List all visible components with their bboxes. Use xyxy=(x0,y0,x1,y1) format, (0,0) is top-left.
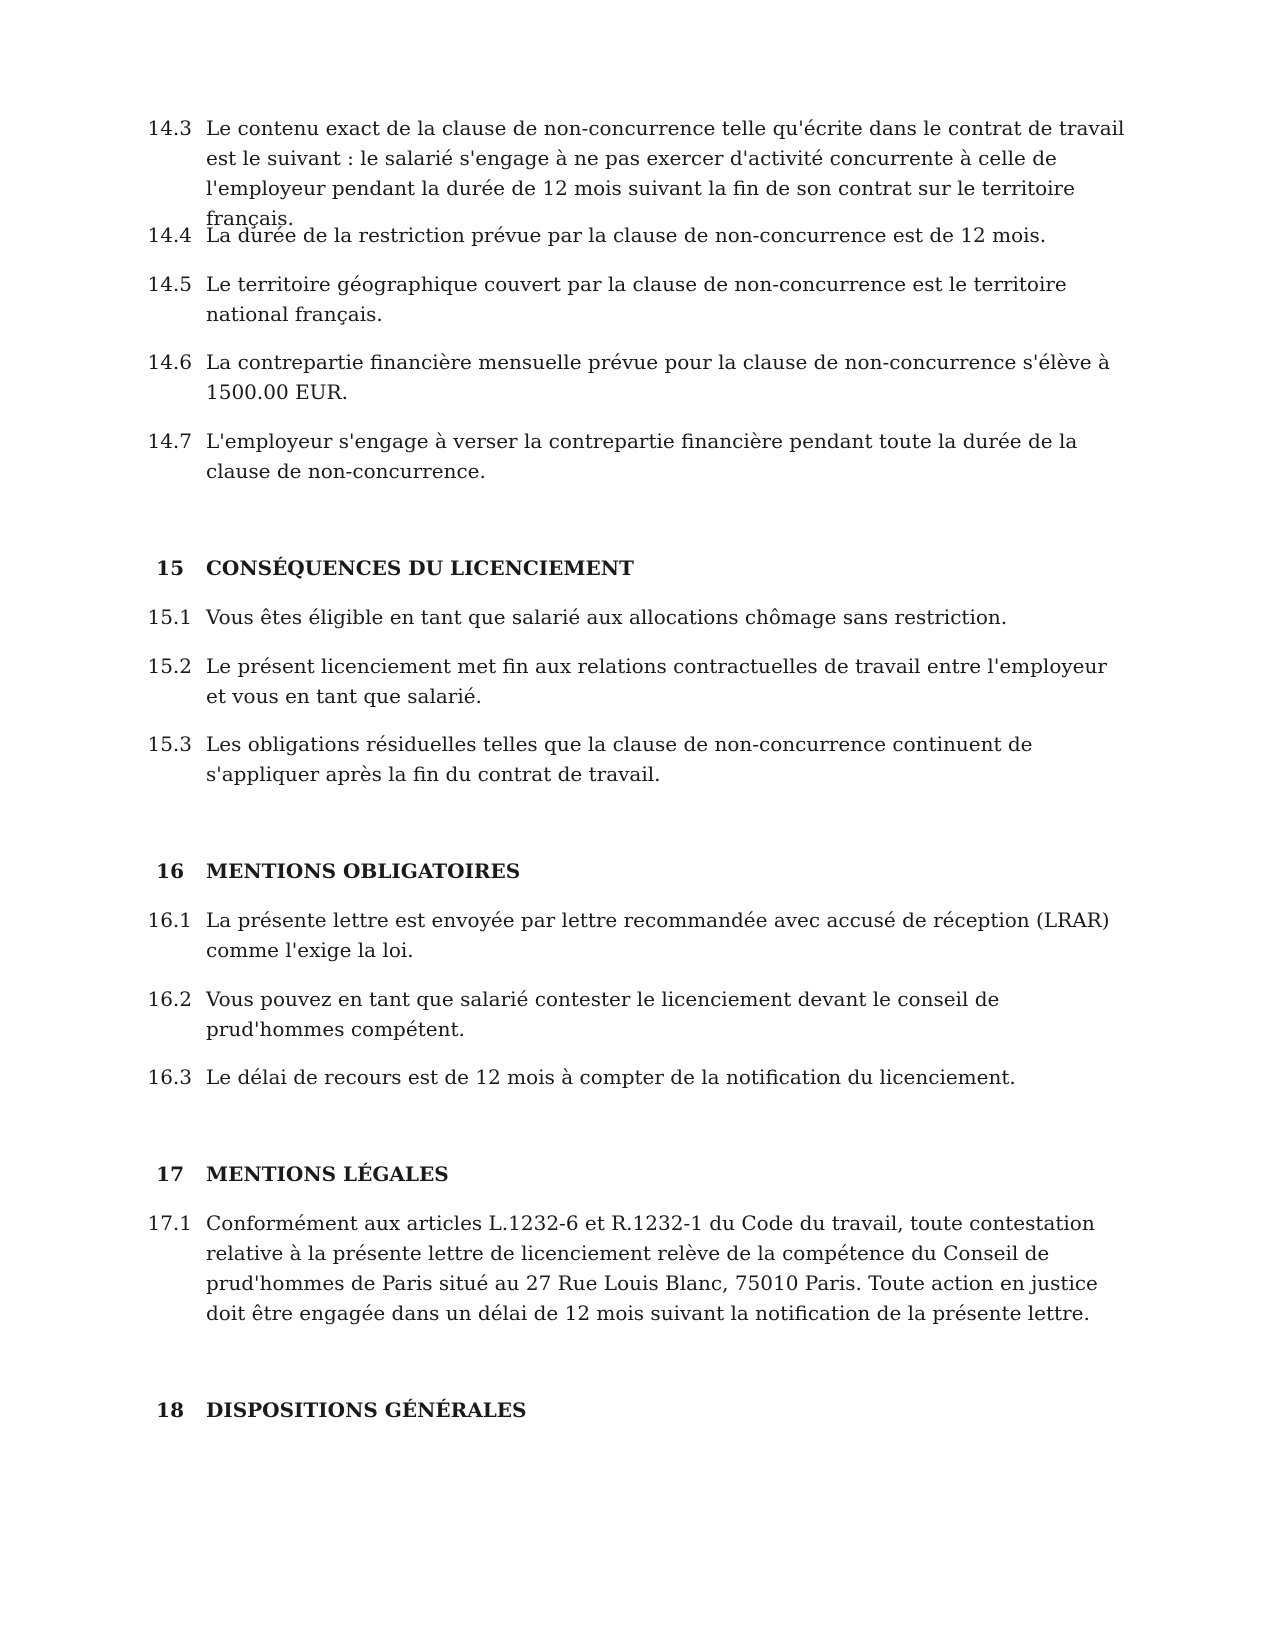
clause-text: La durée de la restriction prévue par la clause de non-concurrence est de 12 mois. xyxy=(206,223,1047,247)
clause-number: 14.5 xyxy=(147,272,192,296)
section-title: CONSÉQUENCES DU LICENCIEMENT xyxy=(206,556,634,580)
clause-number: 16.3 xyxy=(147,1065,192,1089)
clause-text: La contrepartie financière mensuelle prévue pour la clause de non-concurrence s'élève à 1500.00 EUR. xyxy=(206,350,1110,404)
clause-number: 17.1 xyxy=(147,1211,192,1235)
clause-number: 16.2 xyxy=(147,987,192,1011)
clause-number: 15.1 xyxy=(147,605,192,629)
section-title: DISPOSITIONS GÉNÉRALES xyxy=(206,1398,527,1422)
clause-number: 14.3 xyxy=(147,116,192,140)
section-number: 15 xyxy=(156,556,184,580)
section-number: 16 xyxy=(156,859,184,883)
clause-text: Le délai de recours est de 12 mois à compter de la notification du licenciement. xyxy=(206,1065,1016,1089)
clause-text: Les obligations résiduelles telles que la clause de non-concurrence continuent de s'appliquer après la fin du contrat de travail. xyxy=(206,732,1033,786)
clause-number: 14.4 xyxy=(147,223,192,247)
clause-text: Conformément aux articles L.1232-6 et R.1232-1 du Code du travail, toute contestation relative à la présente lettre de licenciement relève de la compétence du Conseil de prud'hommes de Paris situé au 27 Rue Louis Blanc, 75010 Paris. Toute action en justice doit être engagée dans un délai de 12 mois suivant la notification de la présente lettre. xyxy=(206,1211,1098,1325)
clause-text: L'employeur s'engage à verser la contrepartie financière pendant toute la durée de la clause de non-concurrence. xyxy=(206,429,1078,483)
section-title: MENTIONS LÉGALES xyxy=(206,1162,449,1186)
clause-number: 15.2 xyxy=(147,654,192,678)
clause-text: Vous pouvez en tant que salarié contester le licenciement devant le conseil de prud'hommes compétent. xyxy=(206,987,1000,1041)
clause-text: Le contenu exact de la clause de non-concurrence telle qu'écrite dans le contrat de travail est le suivant : le salarié s'engage à ne pas exercer d'activité concurrente à celle de l'employeur pendant la durée de 12 mois suivant la fin de son contrat sur le territoire français. xyxy=(206,116,1125,230)
clause-text: Vous êtes éligible en tant que salarié aux allocations chômage sans restriction. xyxy=(206,605,1008,629)
section-number: 17 xyxy=(156,1162,184,1186)
clause-number: 14.6 xyxy=(147,350,192,374)
clause-number: 15.3 xyxy=(147,732,192,756)
clause-number: 16.1 xyxy=(147,908,192,932)
clause-text: Le présent licenciement met fin aux relations contractuelles de travail entre l'employeur et vous en tant que salarié. xyxy=(206,654,1107,708)
clause-number: 14.7 xyxy=(147,429,192,453)
section-title: MENTIONS OBLIGATOIRES xyxy=(206,859,521,883)
section-number: 18 xyxy=(156,1398,184,1422)
clause-text: La présente lettre est envoyée par lettre recommandée avec accusé de réception (LRAR) comme l'exige la loi. xyxy=(206,908,1110,962)
clause-text: Le territoire géographique couvert par la clause de non-concurrence est le territoire national français. xyxy=(206,272,1067,326)
